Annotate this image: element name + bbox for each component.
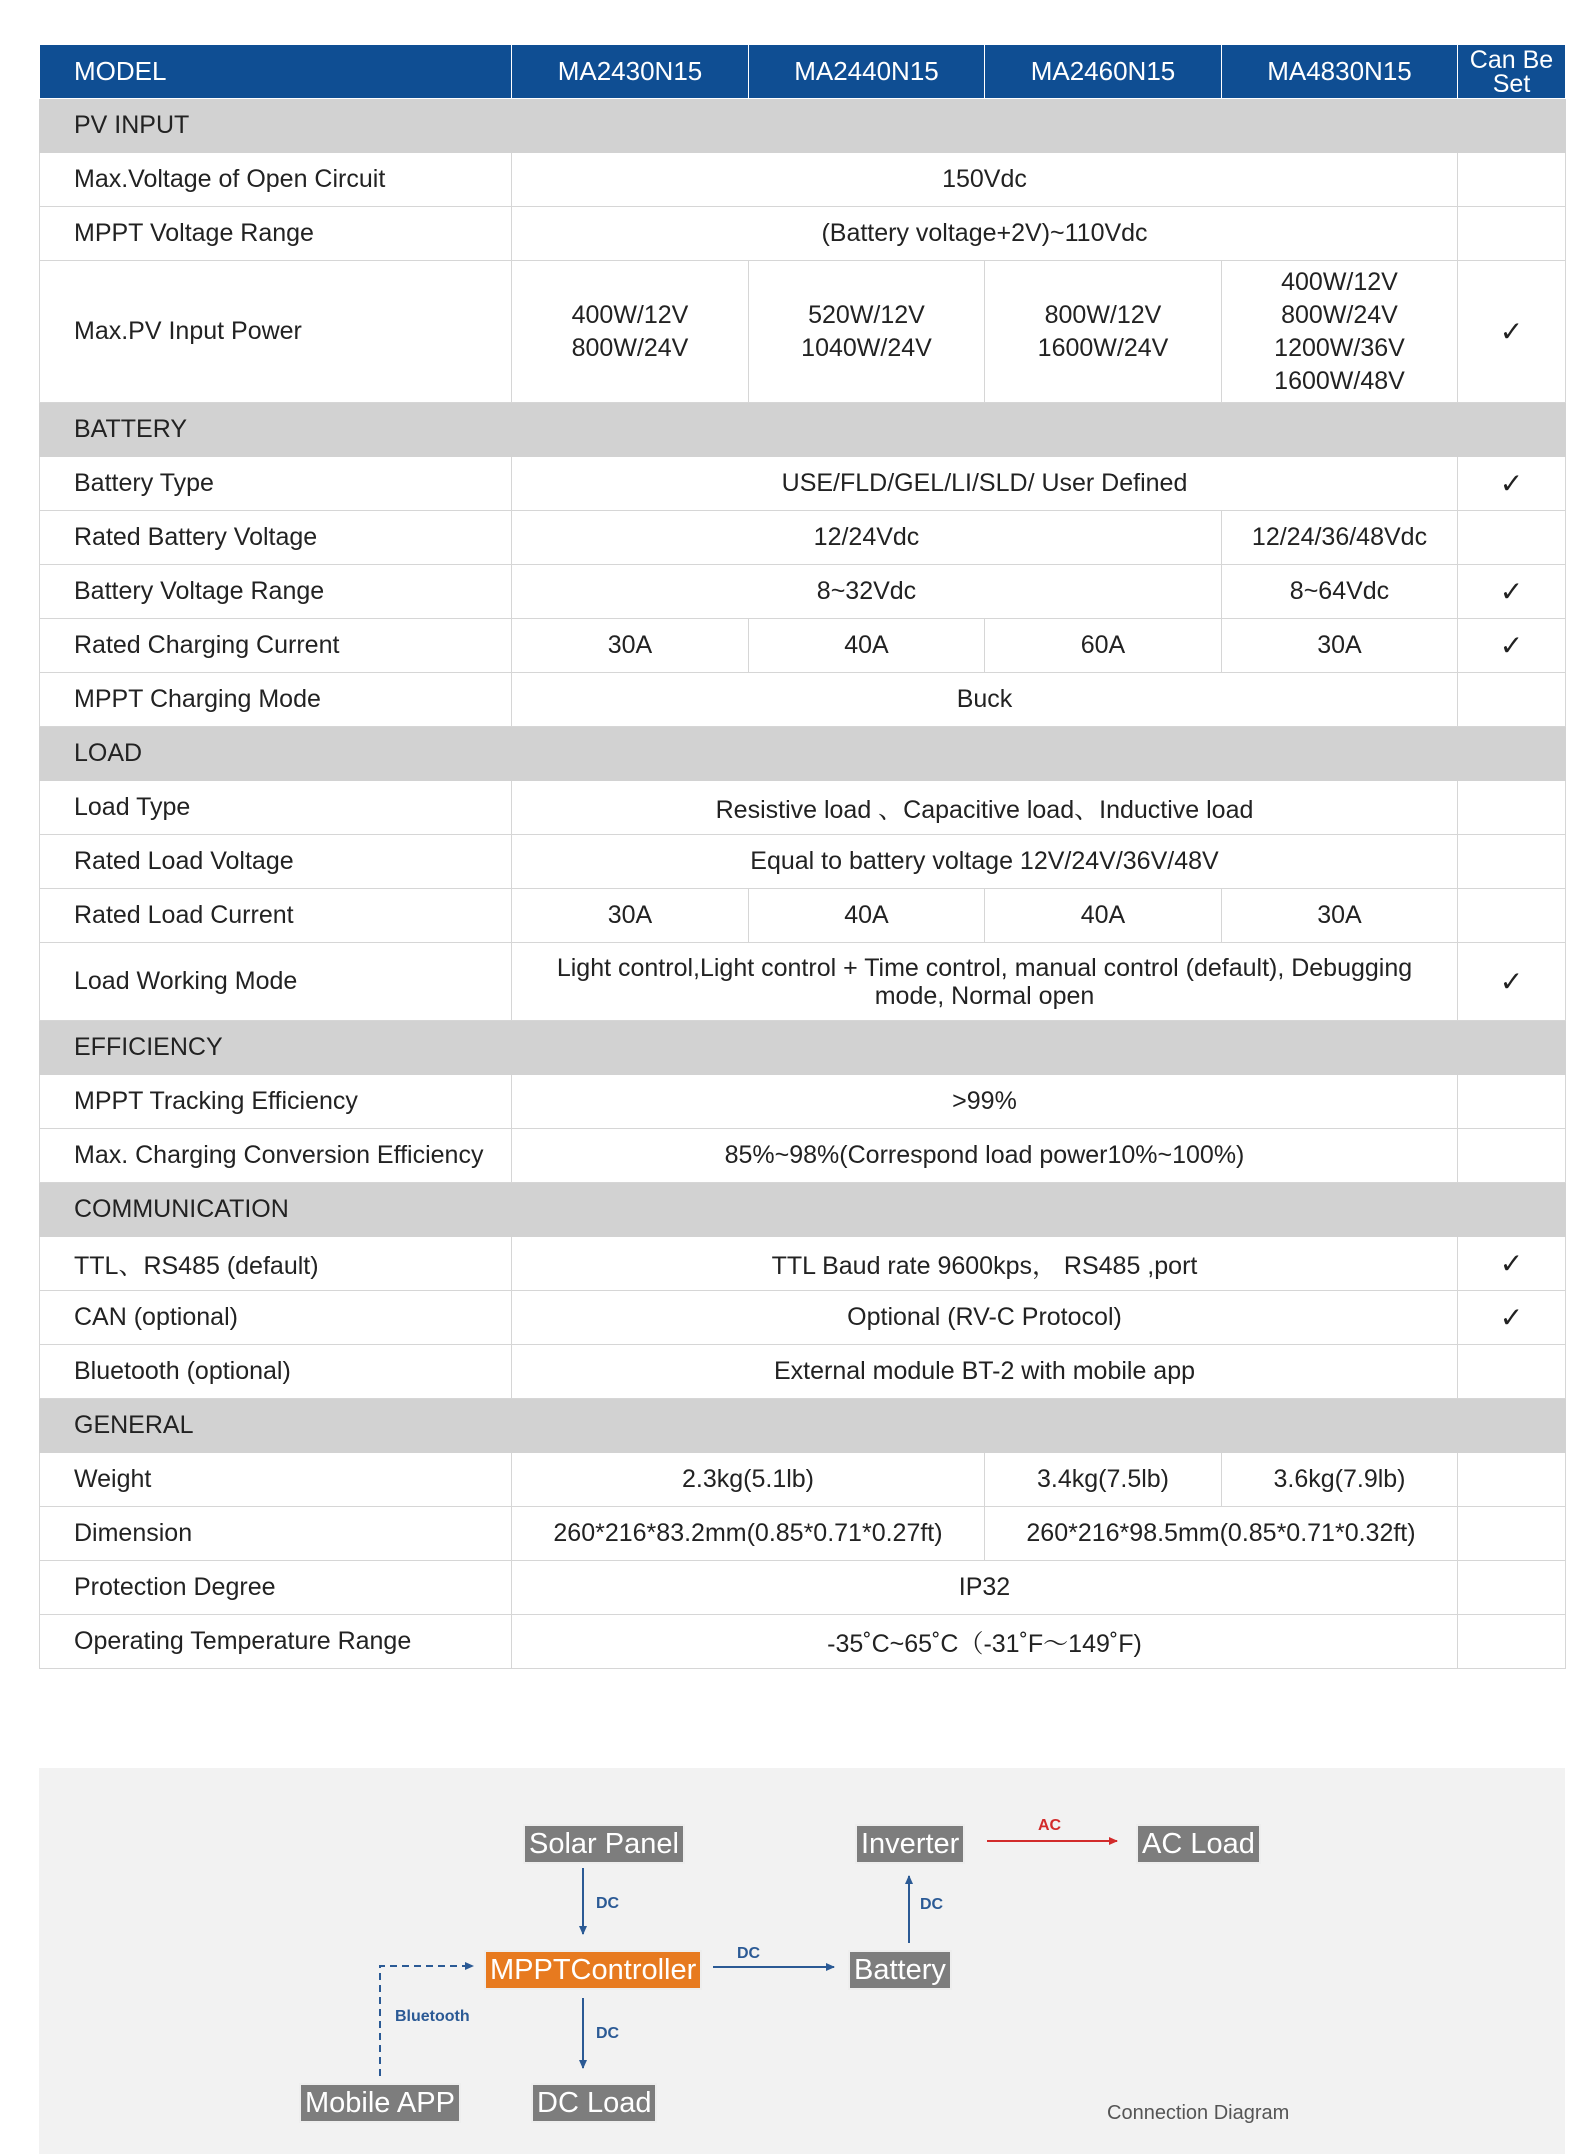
spec-table	[39, 44, 1566, 1669]
row-label: Max. Charging Conversion Efficiency	[40, 1129, 512, 1183]
row-value: 30A	[1222, 619, 1458, 673]
can-be-set-cell	[1458, 781, 1566, 835]
can-be-set-header: Can Be Set	[1458, 45, 1566, 99]
row-label: MPPT Charging Mode	[40, 673, 512, 727]
row-value: External module BT-2 with mobile app	[512, 1345, 1458, 1399]
check-icon: ✓	[1458, 943, 1566, 1021]
row-value: 12/24Vdc	[512, 511, 1222, 565]
diagram-arrows	[39, 1768, 1565, 2154]
row-label: Max.PV Input Power	[40, 261, 512, 403]
dc-label: DC	[737, 1945, 761, 1962]
section-title: LOAD	[40, 727, 1566, 781]
check-icon: ✓	[1458, 1291, 1566, 1345]
row-value: IP32	[512, 1561, 1458, 1615]
check-icon: ✓	[1458, 261, 1566, 403]
bluetooth-label: Bluetooth	[395, 2008, 470, 2025]
can-be-set-cell	[1458, 1075, 1566, 1129]
table-row	[40, 1561, 1566, 1615]
row-value: 85%~98%(Correspond load power10%~100%)	[512, 1129, 1458, 1183]
ac-label: AC	[1038, 1817, 1062, 1834]
table-row	[40, 835, 1566, 889]
row-label: Weight	[40, 1453, 512, 1507]
section-general	[40, 1399, 1566, 1453]
section-communication	[40, 1183, 1566, 1237]
row-value: Resistive load 、Capacitive load、Inductive load	[512, 781, 1458, 835]
row-label: CAN (optional)	[40, 1291, 512, 1345]
can-be-set-cell	[1458, 153, 1566, 207]
diagram-caption: Connection Diagram	[1107, 2102, 1290, 2124]
row-label: Operating Temperature Range	[40, 1615, 512, 1669]
row-label: Rated Load Voltage	[40, 835, 512, 889]
row-value: 2.3kg(5.1lb)	[512, 1453, 985, 1507]
table-row	[40, 207, 1566, 261]
can-be-set-cell	[1458, 673, 1566, 727]
section-efficiency	[40, 1021, 1566, 1075]
row-value: Optional (RV-C Protocol)	[512, 1291, 1458, 1345]
row-label: Rated Battery Voltage	[40, 511, 512, 565]
row-value: 3.6kg(7.9lb)	[1222, 1453, 1458, 1507]
row-label: Battery Type	[40, 457, 512, 511]
row-label: MPPT Tracking Efficiency	[40, 1075, 512, 1129]
row-value: 8~64Vdc	[1222, 565, 1458, 619]
row-value: 40A	[749, 619, 985, 673]
row-label: Max.Voltage of Open Circuit	[40, 153, 512, 207]
row-value: Equal to battery voltage 12V/24V/36V/48V	[512, 835, 1458, 889]
row-value: 400W/12V 800W/24V 1200W/36V 1600W/48V	[1222, 261, 1458, 403]
row-value: Buck	[512, 673, 1458, 727]
model-name: MA4830N15	[1222, 45, 1458, 99]
row-label: Bluetooth (optional)	[40, 1345, 512, 1399]
table-row	[40, 1507, 1566, 1561]
solar-panel-box: Solar Panel	[523, 1824, 685, 1864]
table-row	[40, 1453, 1566, 1507]
row-label: Load Type	[40, 781, 512, 835]
can-be-set-cell	[1458, 889, 1566, 943]
row-value: 30A	[512, 619, 749, 673]
can-be-set-cell	[1458, 1129, 1566, 1183]
dc-label: DC	[596, 1895, 620, 1912]
row-label: Load Working Mode	[40, 943, 512, 1021]
check-icon: ✓	[1458, 457, 1566, 511]
row-value: 520W/12V 1040W/24V	[749, 261, 985, 403]
row-value: 3.4kg(7.5lb)	[985, 1453, 1222, 1507]
row-label: Battery Voltage Range	[40, 565, 512, 619]
row-value: 12/24/36/48Vdc	[1222, 511, 1458, 565]
row-label: MPPT Voltage Range	[40, 207, 512, 261]
row-label: Rated Load Current	[40, 889, 512, 943]
dc-label: DC	[596, 2025, 620, 2042]
table-row	[40, 1075, 1566, 1129]
section-pv-input	[40, 99, 1566, 153]
row-value: TTL Baud rate 9600kps， RS485 ,port	[512, 1237, 1458, 1291]
can-be-set-cell	[1458, 511, 1566, 565]
model-name: MA2430N15	[512, 45, 749, 99]
can-be-set-cell	[1458, 1345, 1566, 1399]
section-load	[40, 727, 1566, 781]
table-row	[40, 457, 1566, 511]
row-label: Rated Charging Current	[40, 619, 512, 673]
row-value: USE/FLD/GEL/LI/SLD/ User Defined	[512, 457, 1458, 511]
ac-load-box: AC Load	[1136, 1824, 1261, 1864]
table-row	[40, 889, 1566, 943]
row-value: 30A	[512, 889, 749, 943]
table-row	[40, 1615, 1566, 1669]
section-title: PV INPUT	[40, 99, 1566, 153]
table-header-row	[40, 45, 1566, 99]
row-value: 260*216*83.2mm(0.85*0.71*0.27ft)	[512, 1507, 985, 1561]
can-be-set-cell	[1458, 835, 1566, 889]
battery-box: Battery	[848, 1950, 952, 1990]
can-be-set-cell	[1458, 207, 1566, 261]
table-row	[40, 511, 1566, 565]
row-value: 8~32Vdc	[512, 565, 1222, 619]
table-row	[40, 1291, 1566, 1345]
section-battery	[40, 403, 1566, 457]
table-row	[40, 1129, 1566, 1183]
check-icon: ✓	[1458, 1237, 1566, 1291]
table-row	[40, 943, 1566, 1021]
check-icon: ✓	[1458, 619, 1566, 673]
row-value: (Battery voltage+2V)~110Vdc	[512, 207, 1458, 261]
check-icon: ✓	[1458, 565, 1566, 619]
model-name: MA2440N15	[749, 45, 985, 99]
row-value: >99%	[512, 1075, 1458, 1129]
row-value: 60A	[985, 619, 1222, 673]
row-value: 30A	[1222, 889, 1458, 943]
table-row	[40, 1345, 1566, 1399]
model-name: MA2460N15	[985, 45, 1222, 99]
mobile-app-box: Mobile APP	[299, 2083, 461, 2123]
mppt-controller-box: MPPTController	[484, 1950, 702, 1990]
can-be-set-cell	[1458, 1615, 1566, 1669]
row-value: 150Vdc	[512, 153, 1458, 207]
table-row	[40, 261, 1566, 403]
can-be-set-cell	[1458, 1453, 1566, 1507]
row-label: Dimension	[40, 1507, 512, 1561]
table-row	[40, 1237, 1566, 1291]
table-row	[40, 673, 1566, 727]
row-value: 400W/12V 800W/24V	[512, 261, 749, 403]
connection-diagram	[39, 1768, 1565, 2154]
inverter-box: Inverter	[855, 1824, 965, 1864]
table-row	[40, 619, 1566, 673]
row-value: 40A	[985, 889, 1222, 943]
table-row	[40, 153, 1566, 207]
dc-label: DC	[920, 1896, 944, 1913]
dc-load-box: DC Load	[531, 2083, 657, 2123]
row-value: Light control,Light control + Time control, manual control (default), Debugging mode, Normal open	[512, 943, 1458, 1021]
table-row	[40, 781, 1566, 835]
row-label: TTL、RS485 (default)	[40, 1237, 512, 1291]
model-header: MODEL	[40, 45, 512, 99]
section-title: GENERAL	[40, 1399, 1566, 1453]
can-be-set-cell	[1458, 1561, 1566, 1615]
section-title: COMMUNICATION	[40, 1183, 1566, 1237]
section-title: BATTERY	[40, 403, 1566, 457]
can-be-set-cell	[1458, 1507, 1566, 1561]
row-label: Protection Degree	[40, 1561, 512, 1615]
row-value: 40A	[749, 889, 985, 943]
row-value: -35˚C~65˚C（-31˚F～149˚F)	[512, 1615, 1458, 1669]
row-value: 800W/12V 1600W/24V	[985, 261, 1222, 403]
table-row	[40, 565, 1566, 619]
row-value: 260*216*98.5mm(0.85*0.71*0.32ft)	[985, 1507, 1458, 1561]
section-title: EFFICIENCY	[40, 1021, 1566, 1075]
